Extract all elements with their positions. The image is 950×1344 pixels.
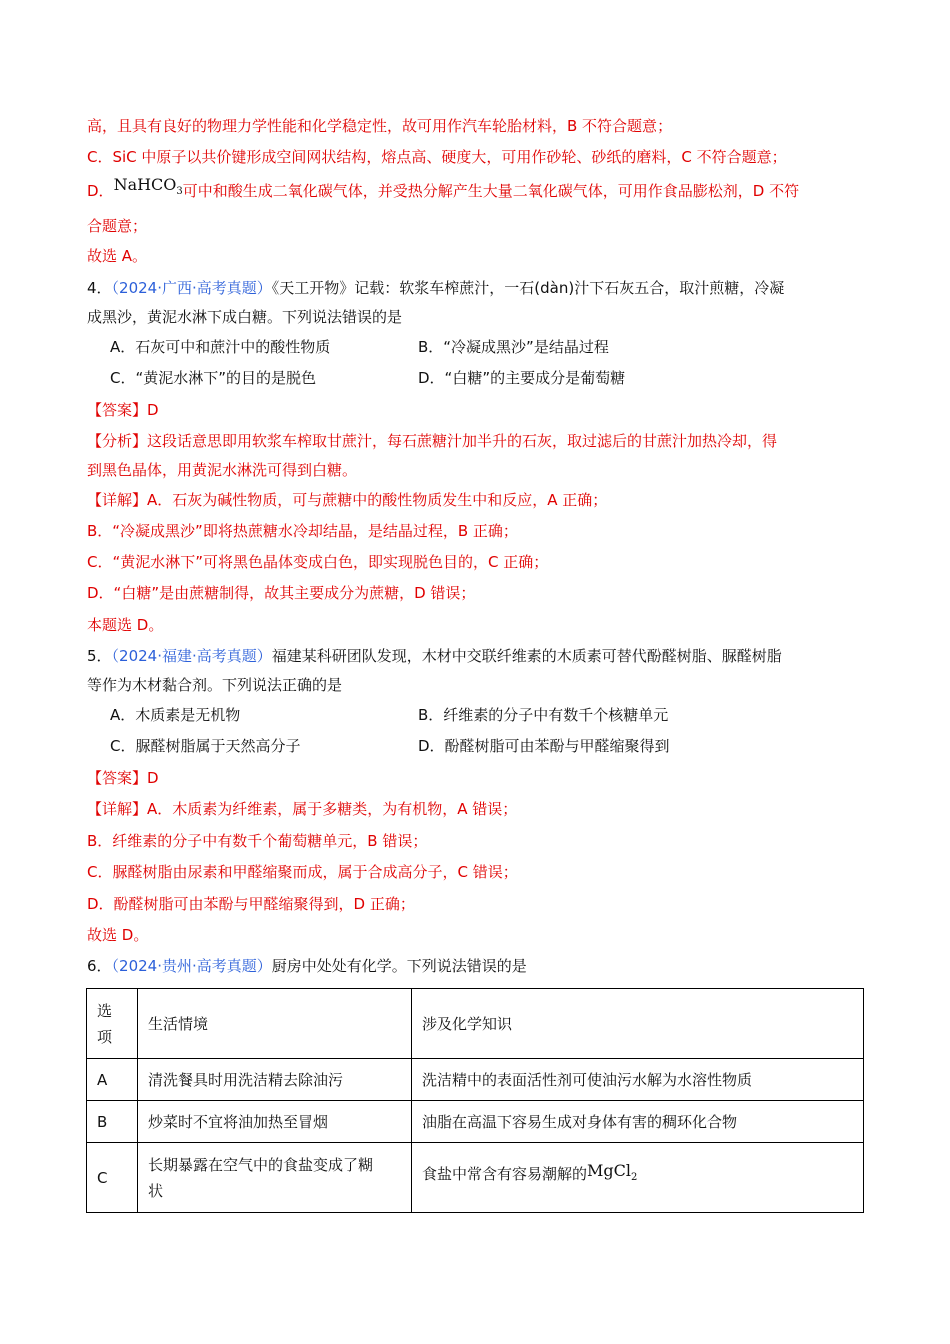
header-knowledge: 涉及化学知识	[412, 989, 864, 1059]
q4-option-d: D．“白糖”的主要成分是葡萄糖	[418, 369, 626, 387]
q4-option-c: C．“黄泥水淋下”的目的是脱色	[110, 369, 317, 387]
question-number: 6．	[87, 957, 112, 975]
table-header-row	[87, 989, 864, 1059]
q5-detail-b: B．纤维素的分子中有数千个葡萄糖单元，B 错误；	[87, 832, 428, 850]
question-4-stem-cont: 成黑沙，黄泥水淋下成白糖。下列说法错误的是	[87, 308, 403, 326]
q4-detail-c: C．“黄泥水淋下”可将黑色晶体变成白色，即实现脱色目的，C 正确；	[87, 553, 549, 571]
q4-answer: 【答案】D	[87, 401, 159, 419]
q5-option-c: C．脲醛树脂属于天然高分子	[110, 737, 301, 755]
question-5-stem: 5．（2024·福建·高考真题）福建某科研团队发现，木材中交联纤维素的木质素可替代酚醛树脂、脲醛树脂	[87, 647, 782, 665]
table-row	[87, 1059, 864, 1101]
question-number: 4．	[87, 279, 112, 297]
prev-option-d-explanation: D．NaHCO$_3$可中和酸生成二氧化碳气体，并受热分解产生大量二氧化碳气体，可用作食品膨松剂，D 不符	[87, 175, 800, 200]
prev-option-c-explanation: C．SiC 中原子以共价键形成空间网状结构，熔点高、硬度大，可用作砂轮、砂纸的磨料，C 不符合题意；	[87, 148, 787, 166]
row-scene: 清洗餐具时用洗洁精去除油污	[138, 1059, 412, 1101]
header-option: 选项	[87, 989, 138, 1059]
row-scene: 长期暴露在空气中的食盐变成了糊 状	[138, 1143, 412, 1213]
q4-option-b: B．“冷凝成黑沙”是结晶过程	[418, 338, 609, 356]
header-scene: 生活情境	[138, 989, 412, 1059]
row-option: B	[87, 1101, 138, 1143]
q5-option-d: D．酚醛树脂可由苯酚与甲醛缩聚得到	[418, 737, 670, 755]
question-number: 5．	[87, 647, 112, 665]
prev-explanation-line: 高，且具有良好的物理力学性能和化学稳定性，故可用作汽车轮胎材料，B 不符合题意；	[87, 117, 673, 135]
q4-detail-b: B．“冷凝成黑沙”即将热蔗糖水冷却结晶，是结晶过程，B 正确；	[87, 522, 518, 540]
row-knowledge: 食盐中常含有容易潮解的MgCl$_2$	[412, 1143, 864, 1213]
question-5-stem-cont: 等作为木材黏合剂。下列说法正确的是	[87, 676, 343, 694]
q6-table	[86, 988, 864, 1213]
row-knowledge: 油脂在高温下容易生成对身体有害的稠环化合物	[412, 1101, 864, 1143]
question-6-stem: 6．（2024·贵州·高考真题）厨房中处处有化学。下列说法错误的是	[87, 957, 527, 975]
row-option: A	[87, 1059, 138, 1101]
row-knowledge: 洗洁精中的表面活性剂可使油污水解为水溶性物质	[412, 1059, 864, 1101]
q5-option-b: B．纤维素的分子中有数千个核糖单元	[418, 706, 669, 724]
q5-answer: 【答案】D	[87, 769, 159, 787]
table-row	[87, 1143, 864, 1213]
mgcl2-formula: MgCl$_2$	[587, 1160, 638, 1184]
q5-detail-c: C．脲醛树脂由尿素和甲醛缩聚而成，属于合成高分子，C 错误；	[87, 863, 518, 881]
table-row	[87, 1101, 864, 1143]
q4-detail-d: D．“白糖”是由蔗糖制得，故其主要成分为蔗糖，D 错误；	[87, 584, 476, 602]
q4-detail-a: 【详解】A．石灰为碱性物质，可与蔗糖中的酸性物质发生中和反应，A 正确；	[87, 491, 608, 509]
q5-detail-d: D．酚醛树脂可由苯酚与甲醛缩聚得到，D 正确；	[87, 895, 415, 913]
prev-conclusion: 故选 A。	[87, 247, 148, 265]
question-source: （2024·广西·高考真题）	[111, 279, 272, 297]
q4-option-a: A．石灰可中和蔗汁中的酸性物质	[110, 338, 331, 356]
q5-option-a: A．木质素是无机物	[110, 706, 241, 724]
question-4-stem: 4．（2024·广西·高考真题）《天工开物》记载：软浆车榨蔗汁，一石(dàn)汁下石灰五合，取汁煎糖，冷凝	[87, 279, 785, 297]
q5-conclusion: 故选 D。	[87, 926, 149, 944]
q4-analysis-cont: 到黑色晶体，用黄泥水淋洗可得到白糖。	[87, 461, 358, 479]
q4-conclusion: 本题选 D。	[87, 616, 164, 634]
q4-analysis: 【分析】这段话意思即用软浆车榨取甘蔗汁，每石蔗糖汁加半升的石灰，取过滤后的甘蔗汁加热冷却，得	[87, 432, 778, 450]
question-source: （2024·贵州·高考真题）	[111, 957, 272, 975]
q5-detail-a: 【详解】A．木质素为纤维素，属于多糖类，为有机物，A 错误；	[87, 800, 518, 818]
row-scene: 炒菜时不宜将油加热至冒烟	[138, 1101, 412, 1143]
prev-explanation-line: 合题意；	[87, 217, 148, 235]
nahco3-formula: NaHCO$_3$	[113, 175, 183, 198]
row-option: C	[87, 1143, 138, 1213]
question-source: （2024·福建·高考真题）	[111, 647, 272, 665]
